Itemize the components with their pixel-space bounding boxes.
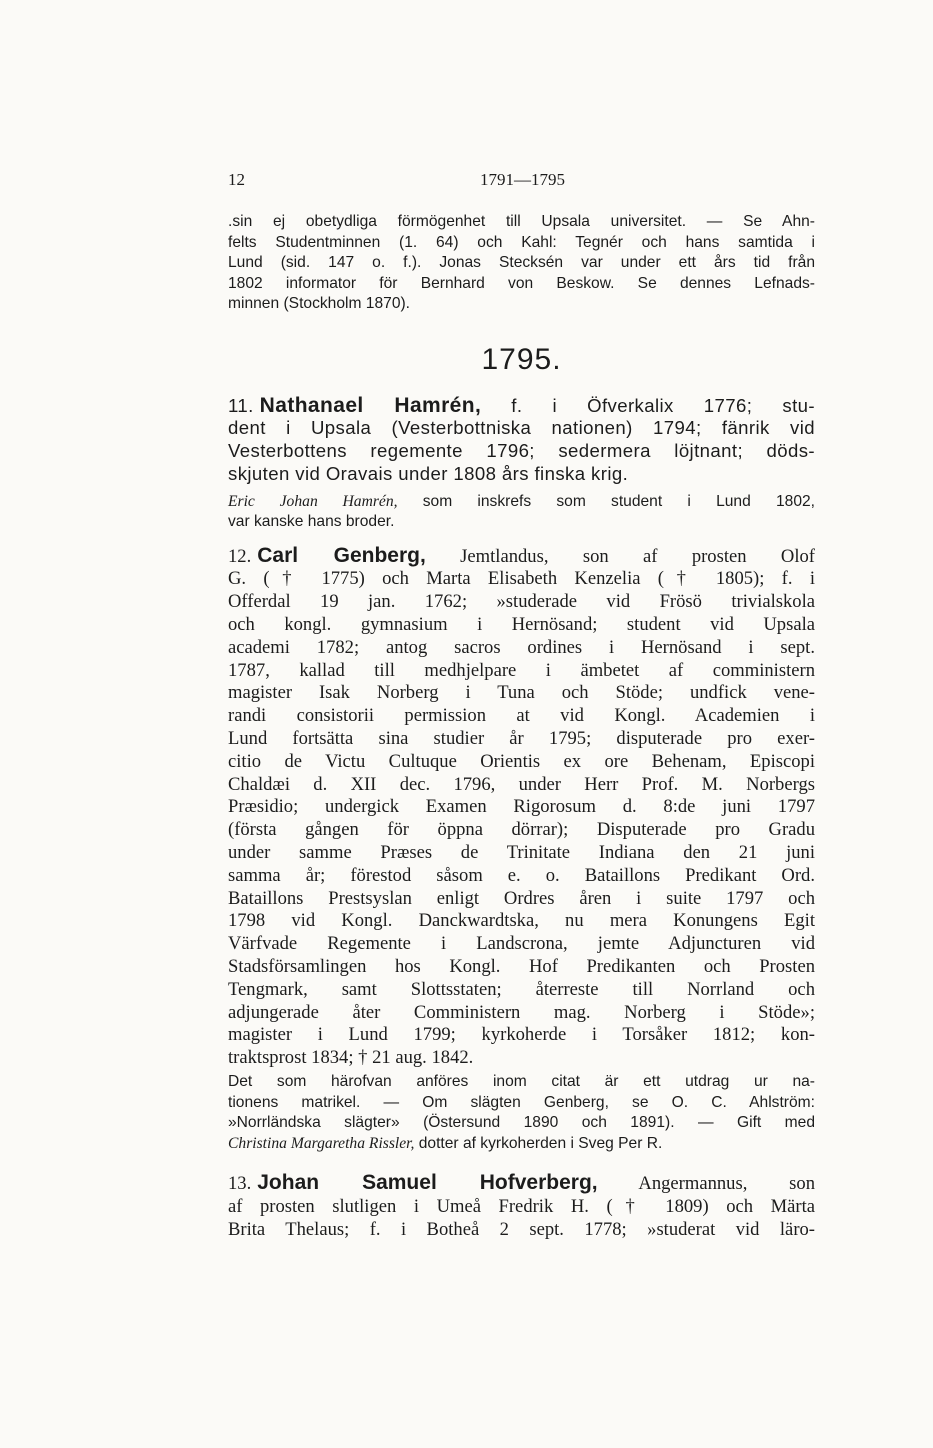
intro-paragraph xyxy=(228,212,815,315)
entry-line: Bataillons Prestsyslan enligt Ordres åren i suite 1797 och xyxy=(228,887,815,909)
entry-text: f. i Öfverkalix 1776; stu- xyxy=(481,394,815,416)
entry-line xyxy=(228,545,815,569)
entry-line: Vesterbottens regemente 1796; sedermera löjtnant; döds- xyxy=(228,440,815,462)
entry-line: dent i Upsala (Vesterbottniska nationen) 1794; fänrik vid xyxy=(228,417,815,439)
entry-number: 11. xyxy=(228,394,254,416)
entry-line: randi consistorii permission at vid Kongl. Academien i xyxy=(228,705,815,727)
note-line xyxy=(228,492,815,513)
entry-line: citio de Victu Cultuque Orientis ex ore Behenam, Episcopi xyxy=(228,750,815,772)
entry-11 xyxy=(228,395,815,486)
note-line: tionens matrikel. — Om slägten Genberg, se O. C. Ahlström: xyxy=(228,1093,815,1111)
year-heading: 1795. xyxy=(481,342,562,376)
entry-line: Chaldæi d. XII dec. 1796, under Herr Prof. M. Norbergs xyxy=(228,773,815,795)
entry-13 xyxy=(228,1172,815,1241)
entry-line: af prosten slutligen i Umeå Fredrik H. († 1809) och Märta xyxy=(228,1195,815,1217)
running-head xyxy=(228,168,815,198)
entry-line: Offerdal 19 jan. 1762; »studerade vid Frösö trivialskola xyxy=(228,591,815,613)
intro-line: felts Studentminnen (1. 64) och Kahl: Tegnér och hans samtida i xyxy=(228,233,815,251)
entry-line: samma år; förestod såsom e. o. Bataillons Predikant Ord. xyxy=(228,864,815,886)
entry-line: magister Isak Norberg i Tuna och Stöde; undfick vene- xyxy=(228,682,815,704)
entry-line: traktsprost 1834; † 21 aug. 1842. xyxy=(228,1047,474,1069)
intro-line: minnen (Stockholm 1870). xyxy=(228,295,411,312)
note-text: som inskrefs som student i Lund 1802, xyxy=(397,492,815,510)
entry-name: Carl Genberg, xyxy=(257,544,426,567)
entry-11-note xyxy=(228,492,815,533)
entry-text: Jemtlandus, son af prosten Olof xyxy=(425,545,815,567)
note-italic-name: Christina Margaretha Rissler, xyxy=(228,1134,415,1152)
entry-line: Värfvade Regemente i Landscrona, jemte Adjuncturen vid xyxy=(228,933,815,955)
entry-line: under samme Præses de Trinitate Indiana den 21 juni xyxy=(228,842,815,864)
entry-line: magister i Lund 1799; kyrkoherde i Torsåker 1812; kon- xyxy=(228,1024,815,1046)
entry-line: Præsidio; undergick Examen Rigorosum d. 8:de juni 1797 xyxy=(228,796,815,818)
entry-line: 1787, kallad till medhjelpare i ämbetet af comministern xyxy=(228,659,815,681)
entry-line: Stadsförsamlingen hos Kongl. Hof Predikanten och Prosten xyxy=(228,956,815,978)
note-line: Det som härofvan anföres inom citat är ett utdrag ur na- xyxy=(228,1073,815,1091)
note-line: var kanske hans broder. xyxy=(228,513,395,531)
entry-name: Johan Samuel Hofverberg, xyxy=(257,1172,598,1195)
note-line xyxy=(228,1134,815,1155)
entry-line: och kongl. gymnasium i Hernösand; student vid Upsala xyxy=(228,614,815,636)
entry-line: (första gången för öppna dörrar); Disputerade pro Gradu xyxy=(228,819,815,841)
entry-number: 12. xyxy=(228,545,252,567)
entry-12 xyxy=(228,545,815,1070)
entry-line: Tengmark, samt Slottsstaten; återreste till Norrland och xyxy=(228,978,815,1000)
entry-line: adjungerade åter Comministern mag. Norberg i Stöde»; xyxy=(228,1001,815,1023)
intro-line: .sin ej obetydliga förmögenhet till Upsala universitet. — Se Ahn- xyxy=(228,213,815,230)
entry-line xyxy=(228,395,815,418)
entry-line: 1798 vid Kongl. Danckwardtska, nu mera Konungens Egit xyxy=(228,910,815,932)
intro-line: Lund (sid. 147 o. f.). Jonas Stecksén var under ett års tid från xyxy=(228,254,815,271)
entry-text: Angermannus, son xyxy=(597,1173,815,1195)
entry-number: 13. xyxy=(228,1173,252,1195)
entry-line: Brita Thelaus; f. i Botheå 2 sept. 1778; »studerat vid läro- xyxy=(228,1218,815,1240)
entry-line xyxy=(228,1172,815,1196)
entry-line: skjuten vid Oravais under 1808 års finska krig. xyxy=(228,462,629,484)
page xyxy=(228,168,815,1241)
entry-name: Nathanael Hamrén, xyxy=(259,394,482,417)
note-line: »Norrländska slägter» (Östersund 1890 och 1891). — Gift med xyxy=(228,1114,815,1132)
note-text: dotter af kyrkoherden i Sveg Per R. xyxy=(414,1134,663,1152)
running-title-years: 1791—1795 xyxy=(480,170,565,189)
entry-12-note xyxy=(228,1072,815,1154)
entry-line: Lund fortsätta sina studier år 1795; disputerade pro exer- xyxy=(228,728,815,750)
entry-line: academi 1782; antog sacros ordines i Hernösand i sept. xyxy=(228,636,815,658)
page-number: 12 xyxy=(228,170,245,189)
note-italic-name: Eric Johan Hamrén, xyxy=(228,492,398,510)
entry-line: G. († 1775) och Marta Elisabeth Kenzelia († 1805); f. i xyxy=(228,568,815,590)
intro-line: 1802 informator för Bernhard von Beskow. Se dennes Lefnads- xyxy=(228,274,815,292)
